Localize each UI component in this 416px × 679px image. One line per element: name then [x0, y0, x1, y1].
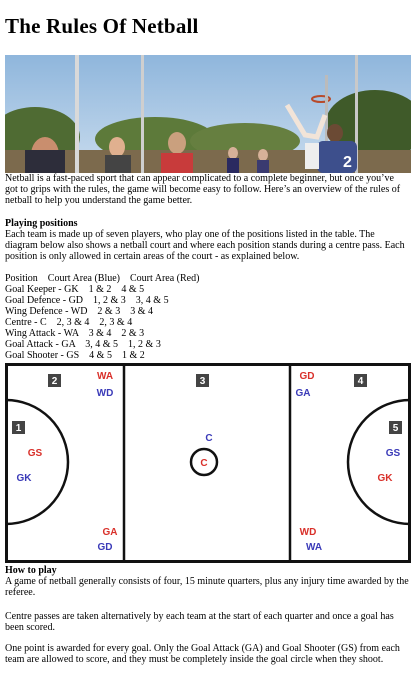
label-gs-blue: GS: [385, 448, 401, 459]
positions-table: [5, 273, 409, 361]
label-gs-red: GS: [27, 448, 43, 459]
table-row: Goal Keeper - GK 1 & 2 4 & 5: [5, 284, 145, 295]
zone-3-number: 3: [199, 376, 206, 387]
zone-4-number: 4: [357, 376, 364, 387]
court-diagram: [5, 363, 411, 563]
positions-table-header: Position Court Area (Blue) Court Area (Red): [5, 273, 200, 284]
how-to-play-heading: How to play: [5, 565, 57, 576]
label-gd-blue: GD: [97, 542, 113, 553]
label-c-blue: C: [205, 433, 213, 444]
playing-positions-paragraph: Each team is made up of seven players, who play one of the positions listed in the table. The diagram below also shows a netball court and where each position stands during a centre pass. Each position is only allowed in certain areas of the court - as explained below.: [5, 229, 405, 262]
how-to-play-paragraph-2: Centre passes are taken alternatively by each team at the start of each quarter and once a goal has been scored.: [5, 611, 394, 633]
label-ga-blue: GA: [295, 388, 311, 399]
court-svg: [5, 363, 411, 563]
table-row: Centre - C 2, 3 & 4 2, 3 & 4: [5, 317, 133, 328]
label-wa-blue: WA: [305, 542, 323, 553]
how-to-play-paragraph-1: A game of netball generally consists of four, 15 minute quarters, plus any injury time awarded by the referee.: [5, 576, 409, 598]
label-wd-blue: WD: [96, 388, 114, 399]
label-gd-red: GD: [299, 371, 315, 382]
label-gk-blue: GK: [16, 473, 32, 484]
label-wd-red: WD: [299, 527, 317, 538]
label-c-red: C: [200, 458, 208, 469]
player-number: 2: [343, 154, 352, 171]
table-row: Goal Defence - GD 1, 2 & 3 3, 4 & 5: [5, 295, 169, 306]
how-to-play-paragraph-3: One point is awarded for every goal. Only the Goal Attack (GA) and Goal Shooter (GS) from each team are allowed to score, and they must be completely inside the goal circle when they shoot.: [5, 643, 400, 665]
zone-2-number: 2: [51, 376, 58, 387]
netball-photo: [5, 55, 411, 173]
table-row: Wing Attack - WA 3 & 4 2 & 3: [5, 328, 145, 339]
intro-paragraph: Netball is a fast-paced sport that can appear complicated to a complete beginner, but once you’ve got to grips with the rules, the game will become easy to follow. Here’s an overview of the rules of netball to help you understand the game better.: [5, 173, 401, 206]
zone-5-number: 5: [392, 423, 399, 434]
table-row: Goal Shooter - GS 4 & 5 1 & 2: [5, 350, 145, 361]
netball-photo-image: [5, 55, 411, 173]
table-row: Goal Attack - GA 3, 4 & 5 1, 2 & 3: [5, 339, 161, 350]
page-title: The Rules Of Netball: [5, 14, 199, 38]
table-row: Wing Defence - WD 2 & 3 3 & 4: [5, 306, 153, 317]
label-gk-red: GK: [377, 473, 393, 484]
label-wa-red: WA: [96, 371, 114, 382]
zone-1-number: 1: [15, 423, 22, 434]
playing-positions-heading: Playing positions: [5, 218, 78, 229]
label-ga-red: GA: [102, 527, 118, 538]
